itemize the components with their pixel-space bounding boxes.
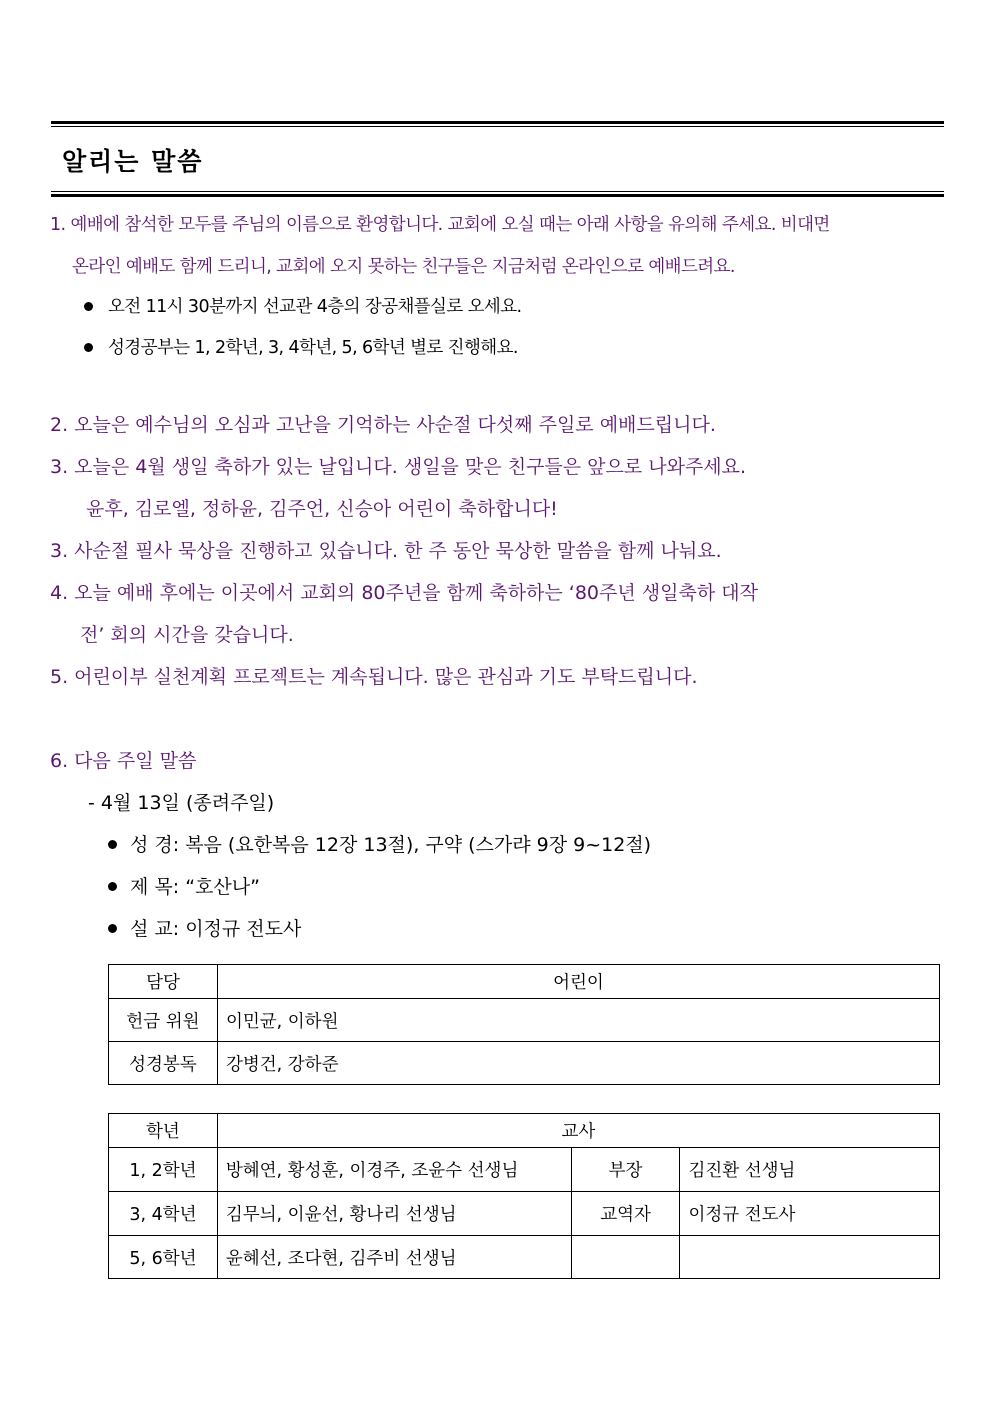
notice-4-line-1: 4. 오늘 예배 후에는 이곳에서 교회의 80주년을 함께 축하하는 ‘80주년 생일축하 대작 — [50, 582, 758, 604]
teachers-cell: 방혜연, 황성훈, 이경주, 조윤수 선생님 — [217, 1148, 571, 1192]
role-cell: 교역자 — [571, 1192, 680, 1236]
table-row — [109, 1042, 940, 1085]
bullet-icon — [84, 343, 93, 352]
bullet-icon — [108, 882, 117, 891]
notice-1-line-1: 1. 예배에 참석한 모두를 주님의 이름으로 환영합니다. 교회에 오실 때는 아래 사항을 유의해 주세요. 비대면 — [50, 215, 830, 235]
table-header-row — [109, 1114, 940, 1148]
table-row — [109, 1192, 940, 1236]
person-cell — [680, 1236, 940, 1279]
next-week-preacher: 설 교: 이정규 전도사 — [130, 918, 302, 940]
header-cell: 담당 — [109, 965, 218, 999]
table-row — [109, 999, 940, 1042]
notice-3-line-2: 윤후, 김로엘, 정하윤, 김주언, 신승아 어린이 축하합니다! — [86, 498, 558, 520]
notice-3b: 3. 사순절 필사 묵상을 진행하고 있습니다. 한 주 동안 묵상한 말씀을 함께 나눠요. — [50, 540, 722, 562]
notice-5: 5. 어린이부 실천계획 프로젝트는 계속됩니다. 많은 관심과 기도 부탁드립니다. — [50, 666, 698, 688]
top-rule-thick — [51, 121, 944, 124]
grade-cell: 1, 2학년 — [109, 1148, 218, 1192]
notice-4-line-2: 전’ 회의 시간을 갖습니다. — [80, 624, 294, 646]
notice-2: 2. 오늘은 예수님의 오심과 고난을 기억하는 사순절 다섯째 주일로 예배드립니다. — [50, 414, 716, 436]
header-cell: 교사 — [217, 1114, 939, 1148]
grade-cell: 3, 4학년 — [109, 1192, 218, 1236]
bottom-rule-thin — [51, 191, 944, 192]
table-row — [109, 1148, 940, 1192]
page-title: 알리는 말씀 — [62, 147, 204, 176]
top-rule-thin — [51, 126, 944, 127]
names-cell: 이민균, 이하원 — [217, 999, 939, 1042]
teachers-cell: 윤혜선, 조다현, 김주비 선생님 — [217, 1236, 571, 1279]
table-header-row — [109, 965, 940, 999]
role-cell: 부장 — [571, 1148, 680, 1192]
header-cell: 학년 — [109, 1114, 218, 1148]
bullet-icon — [108, 924, 117, 933]
notice-1-bullet-1: 오전 11시 30분까지 선교관 4층의 장공채플실로 오세요. — [108, 297, 522, 317]
teacher-table — [108, 1113, 940, 1279]
bullet-icon — [108, 840, 117, 849]
person-cell: 김진환 선생님 — [680, 1148, 940, 1192]
role-cell: 성경봉독 — [109, 1042, 218, 1085]
notice-6: 6. 다음 주일 말씀 — [50, 750, 197, 772]
role-cell — [571, 1236, 680, 1279]
notice-1-line-2: 온라인 예배도 함께 드리니, 교회에 오지 못하는 친구들은 지금처럼 온라인으로 예배드려요. — [72, 257, 735, 277]
duty-table — [108, 964, 940, 1085]
table-row — [109, 1236, 940, 1279]
grade-cell: 5, 6학년 — [109, 1236, 218, 1279]
notice-1-bullet-2: 성경공부는 1, 2학년, 3, 4학년, 5, 6학년 별로 진행해요. — [108, 338, 518, 358]
next-week-scripture: 성 경: 복음 (요한복음 12장 13절), 구약 (스가랴 9장 9~12절) — [130, 834, 652, 856]
names-cell: 강병건, 강하준 — [217, 1042, 939, 1085]
person-cell: 이정규 전도사 — [680, 1192, 940, 1236]
bullet-icon — [84, 302, 93, 311]
role-cell: 헌금 위원 — [109, 999, 218, 1042]
header-cell: 어린이 — [217, 965, 939, 999]
teachers-cell: 김무늬, 이윤선, 황나리 선생님 — [217, 1192, 571, 1236]
notice-3-line-1: 3. 오늘은 4월 생일 축하가 있는 날입니다. 생일을 맞은 친구들은 앞으로 나와주세요. — [50, 456, 747, 478]
next-week-subject: 제 목: “호산나” — [130, 876, 260, 898]
next-week-date: - 4월 13일 (종려주일) — [88, 792, 275, 814]
bottom-rule-thick — [51, 194, 944, 197]
